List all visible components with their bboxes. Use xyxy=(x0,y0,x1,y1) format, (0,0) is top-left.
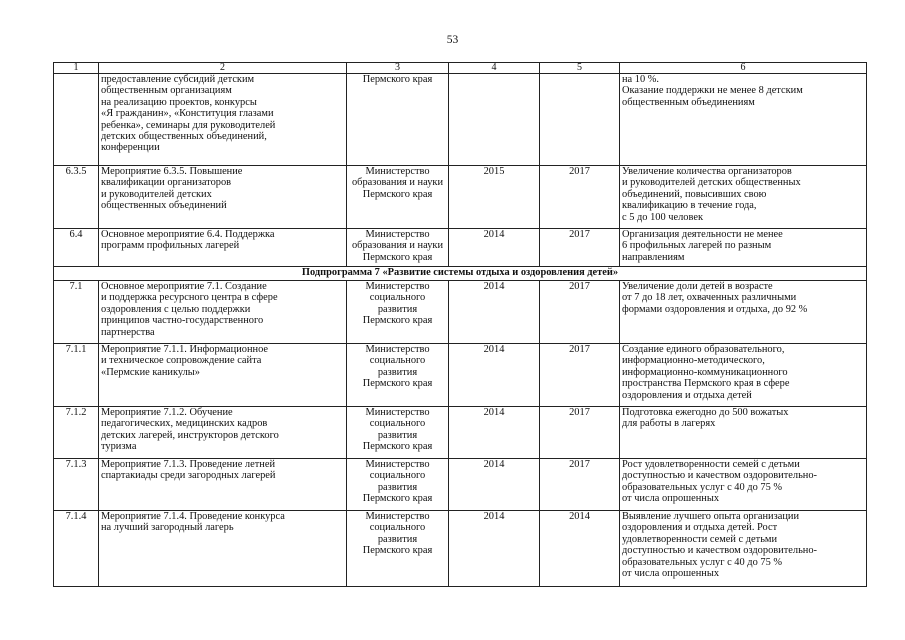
cell-line: Оказание поддержки не менее 8 детским xyxy=(622,85,803,97)
executor xyxy=(347,229,449,267)
cell-line: Министерство xyxy=(365,511,430,522)
cell-line: Мероприятие 7.1.4. Проведение конкурса xyxy=(101,511,285,522)
column-header: 5 xyxy=(540,63,620,74)
cell-line: и поддержка ресурсного центра в сфере xyxy=(101,292,278,304)
expected-result xyxy=(620,229,867,267)
column-number-row xyxy=(54,63,867,74)
column-header: 4 xyxy=(449,63,540,74)
end-year: 2017 xyxy=(540,344,620,407)
cell-line: Мероприятие 7.1.2. Обучение xyxy=(101,407,233,418)
table-row xyxy=(54,407,867,459)
cell-line: образовательных услуг с 40 до 75 % xyxy=(622,481,783,493)
activity-name xyxy=(99,229,347,267)
item-number: 7.1.4 xyxy=(54,511,99,587)
cell-line: Организация деятельности не менее xyxy=(622,229,783,240)
cell-line: Пермского края xyxy=(362,545,433,557)
cell-line: доступностью и качеством оздоровительно- xyxy=(622,545,818,557)
table-row xyxy=(54,74,867,166)
item-number xyxy=(54,74,99,166)
cell-line: на 10 %. xyxy=(622,74,660,85)
cell-line: для работы в лагерях xyxy=(622,418,716,430)
start-year: 2014 xyxy=(449,344,540,407)
start-year: 2014 xyxy=(449,407,540,459)
end-year: 2017 xyxy=(540,407,620,459)
cell-line: и руководителей детских общественных xyxy=(622,177,801,189)
column-header: 1 xyxy=(54,63,99,74)
cell-line: социального xyxy=(369,292,426,304)
cell-line: образовательных услуг с 40 до 75 % xyxy=(622,556,783,568)
activity-name xyxy=(99,74,347,166)
end-year xyxy=(540,74,620,166)
column-header: 2 xyxy=(99,63,347,74)
item-number: 7.1.2 xyxy=(54,407,99,459)
cell-line: образования и науки xyxy=(351,240,443,252)
executor xyxy=(347,344,449,407)
cell-line: Увеличение доли детей в возрасте xyxy=(622,281,773,292)
cell-line: конференции xyxy=(101,142,160,154)
program-table xyxy=(53,62,867,587)
table-row xyxy=(54,511,867,587)
cell-line: Пермского края xyxy=(362,441,433,453)
executor xyxy=(347,511,449,587)
cell-line: на лучший загородный лагерь xyxy=(101,522,234,534)
start-year xyxy=(449,74,540,166)
executor xyxy=(347,74,449,166)
cell-line: детских общественных объединений, xyxy=(101,131,267,143)
cell-line: Мероприятие 6.3.5. Повышение xyxy=(101,166,243,177)
table-row xyxy=(54,166,867,229)
cell-line: оздоровления с целью поддержки xyxy=(101,303,251,315)
cell-line: ребенка», семинары для руководителей xyxy=(101,119,276,131)
cell-line: от 7 до 18 лет, охваченных различными xyxy=(622,292,797,304)
item-number: 7.1.1 xyxy=(54,344,99,407)
cell-line: и техническое сопровождение сайта xyxy=(101,355,262,367)
expected-result xyxy=(620,459,867,511)
cell-line: Основное мероприятие 7.1. Создание xyxy=(101,281,267,292)
start-year: 2014 xyxy=(449,281,540,344)
cell-line: Министерство xyxy=(365,166,430,177)
cell-line: развития xyxy=(377,429,418,441)
cell-line: общественных объединений xyxy=(101,200,227,212)
cell-line: принципов частно-государственного xyxy=(101,315,264,327)
cell-line: Министерство xyxy=(365,407,430,418)
activity-name xyxy=(99,407,347,459)
start-year: 2014 xyxy=(449,459,540,511)
cell-line: социального xyxy=(369,418,426,430)
cell-line: на реализацию проектов, конкурсы xyxy=(101,96,257,108)
activity-name xyxy=(99,459,347,511)
cell-line: Рост удовлетворенности семей с детьми xyxy=(622,459,800,470)
cell-line: социального xyxy=(369,522,426,534)
start-year: 2015 xyxy=(449,166,540,229)
cell-line: квалификацию в течение года, xyxy=(622,200,757,212)
cell-line: спартакиады среди загородных лагерей xyxy=(101,470,276,482)
activity-name xyxy=(99,344,347,407)
cell-line: информационно-коммуникационного xyxy=(622,366,788,378)
cell-line: Министерство xyxy=(365,344,430,355)
item-number: 6.4 xyxy=(54,229,99,267)
start-year: 2014 xyxy=(449,511,540,587)
executor xyxy=(347,407,449,459)
cell-line: оздоровления и отдыха детей xyxy=(622,389,752,401)
cell-line: Министерство xyxy=(365,229,430,240)
table-row xyxy=(54,229,867,267)
cell-line: «Я гражданин», «Конституция глазами xyxy=(101,108,274,120)
cell-line: направлениям xyxy=(622,251,685,263)
end-year: 2014 xyxy=(540,511,620,587)
cell-line: туризма xyxy=(101,441,137,453)
activity-name xyxy=(99,166,347,229)
end-year: 2017 xyxy=(540,166,620,229)
cell-line: 6 профильных лагерей по разным xyxy=(622,240,772,252)
column-header: 6 xyxy=(620,63,867,74)
cell-line: социального xyxy=(369,470,426,482)
cell-line: оздоровления и отдыха детей. Рост xyxy=(622,522,778,534)
end-year: 2017 xyxy=(540,281,620,344)
executor xyxy=(347,459,449,511)
cell-line: Пермского края xyxy=(362,188,433,200)
start-year: 2014 xyxy=(449,229,540,267)
cell-line: от числа опрошенных xyxy=(622,493,720,505)
cell-line: Увеличение количества организаторов xyxy=(622,166,792,177)
cell-line: формами оздоровления и отдыха, до 92 % xyxy=(622,303,808,315)
cell-line: Министерство xyxy=(365,281,430,292)
cell-line: развития xyxy=(377,533,418,545)
executor xyxy=(347,281,449,344)
expected-result xyxy=(620,281,867,344)
activity-name xyxy=(99,511,347,587)
cell-line: объединений, повысивших свою xyxy=(622,188,767,200)
cell-line: Подготовка ежегодно до 500 вожатых xyxy=(622,407,789,418)
cell-line: социального xyxy=(369,355,426,367)
cell-line: развития xyxy=(377,481,418,493)
expected-result xyxy=(620,511,867,587)
end-year: 2017 xyxy=(540,459,620,511)
cell-line: пространства Пермского края в сфере xyxy=(622,378,790,390)
cell-line: Министерство xyxy=(365,459,430,470)
cell-line: общественным организациям xyxy=(101,85,232,97)
cell-line: Пермского края xyxy=(362,74,433,85)
column-header: 3 xyxy=(347,63,449,74)
expected-result xyxy=(620,166,867,229)
cell-line: развития xyxy=(377,303,418,315)
cell-line: Пермского края xyxy=(362,378,433,390)
cell-line: общественным объединениям xyxy=(622,96,755,108)
cell-line: Пермского края xyxy=(362,493,433,505)
activity-name xyxy=(99,281,347,344)
cell-line: удовлетворенности семей с детьми xyxy=(622,533,778,545)
item-number: 6.3.5 xyxy=(54,166,99,229)
table-row xyxy=(54,281,867,344)
cell-line: Мероприятие 7.1.3. Проведение летней xyxy=(101,459,276,470)
cell-line: педагогических, медицинских кадров xyxy=(101,418,268,430)
table-row xyxy=(54,459,867,511)
page-number: 53 xyxy=(446,34,459,46)
cell-line: от числа опрошенных xyxy=(622,568,720,580)
cell-line: предоставление субсидий детским xyxy=(101,74,255,85)
cell-line: Выявление лучшего опыта организации xyxy=(622,511,800,522)
cell-line: образования и науки xyxy=(351,177,443,189)
cell-line: с 5 до 100 человек xyxy=(622,211,703,223)
cell-line: партнерства xyxy=(101,326,155,338)
cell-line: Мероприятие 7.1.1. Информационное xyxy=(101,344,269,355)
cell-line: программ профильных лагерей xyxy=(101,240,240,252)
cell-line: информационно-методического, xyxy=(622,355,765,367)
cell-line: «Пермские каникулы» xyxy=(101,366,200,378)
item-number: 7.1.3 xyxy=(54,459,99,511)
subprogram-row xyxy=(54,267,867,281)
cell-line: доступностью и качеством оздоровительно- xyxy=(622,470,818,482)
table-row xyxy=(54,344,867,407)
cell-line: квалификации организаторов xyxy=(101,177,232,189)
expected-result xyxy=(620,74,867,166)
cell-line: Пермского края xyxy=(362,315,433,327)
cell-line: Создание единого образовательного, xyxy=(622,344,785,355)
cell-line: развития xyxy=(377,366,418,378)
subprogram-title: Подпрограмма 7 «Развитие системы отдыха и оздоровления детей» xyxy=(54,267,867,281)
expected-result xyxy=(620,344,867,407)
item-number: 7.1 xyxy=(54,281,99,344)
cell-line: детских лагерей, инструкторов детского xyxy=(101,429,279,441)
executor xyxy=(347,166,449,229)
cell-line: Пермского края xyxy=(362,251,433,263)
cell-line: Основное мероприятие 6.4. Поддержка xyxy=(101,229,275,240)
cell-line: и руководителей детских xyxy=(101,188,212,200)
end-year: 2017 xyxy=(540,229,620,267)
expected-result xyxy=(620,407,867,459)
